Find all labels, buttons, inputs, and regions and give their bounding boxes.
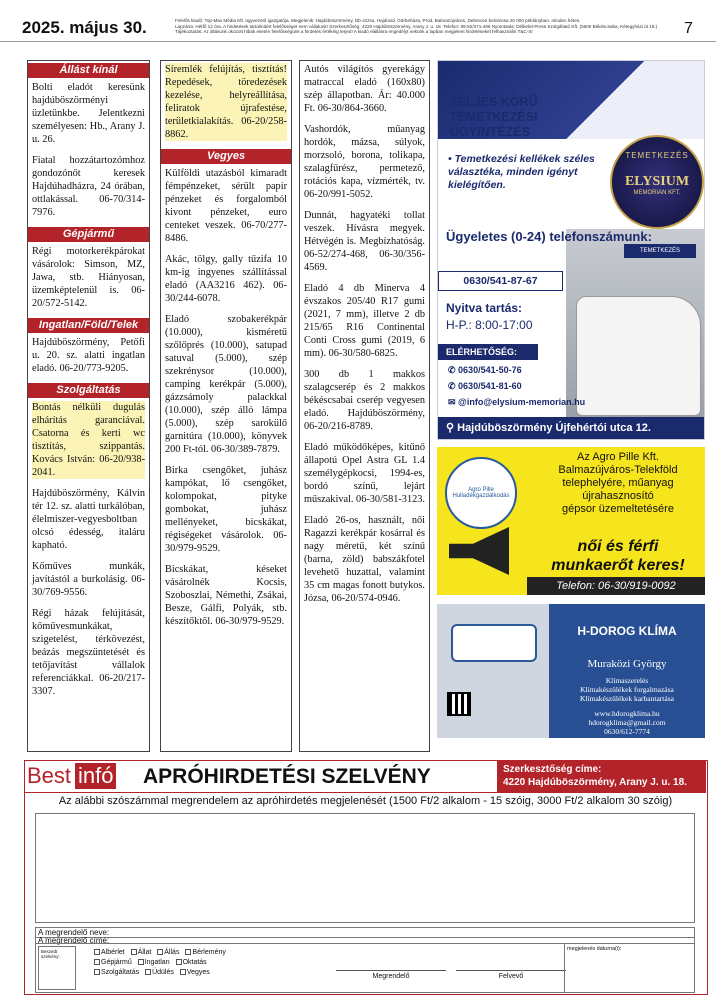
air-conditioner-icon bbox=[451, 624, 537, 662]
orderer-signature[interactable]: Megrendelő bbox=[336, 970, 446, 980]
category-heading: Ingatlan/Föld/Telek bbox=[28, 318, 149, 333]
ad-body bbox=[532, 451, 704, 516]
contact-email bbox=[448, 397, 585, 408]
elysium-logo bbox=[610, 135, 704, 229]
checkbox-icon bbox=[94, 969, 100, 975]
checkbox-icon bbox=[138, 959, 144, 965]
publication-date-field[interactable] bbox=[564, 944, 694, 992]
checkbox-üdülés[interactable] bbox=[145, 968, 174, 978]
checkbox-icon bbox=[180, 969, 186, 975]
classified-ad: Eladó szobakerékpár (10.000), kisméretű szőlőprés (10.000), satupad satuval (5.000), szép szekrénysor (10.000), camping kerékpár (5.000), gázzsámoly palackkal (10.000), szép álló lámpa (5.000), szép sarokülő garnitúra (10.000), könyvek 200 Ft-tól. 06-30/389-7879. bbox=[165, 314, 287, 455]
category-heading: Gépjármű bbox=[28, 227, 149, 242]
duty-label: Ügyeletes (0-24) telefonszámunk: bbox=[446, 229, 652, 244]
classified-ad: Vashordók, műanyag hordók, mázsa, súlyok, morzsoló, borona, tolikapa, szalagfűrész, permetező, rotációs kapa, vízmérték, tv. 06-20/991-5052. bbox=[304, 124, 425, 200]
logo-name: ELYSIUM bbox=[624, 174, 690, 189]
contact-phone-2 bbox=[448, 381, 522, 392]
box-label: Beszedt szelvény: bbox=[41, 949, 60, 959]
category-heading: Állást kínál bbox=[28, 63, 149, 78]
website: www.hdorogklima.hu bbox=[594, 709, 660, 718]
hours-label: Nyitva tartás: bbox=[446, 301, 523, 315]
imprint-line: Felelős kiadó: Top-Max Média Kft. ügyvezető igazgatója. Megjelenik: Hajdúböszörmény, Db-Józsa, Hajdúvid, Görbeháza, Prod, Balmazújváros, Debrecen belvárosa 20 000 példányban, minden héten. bbox=[175, 18, 581, 23]
qr-code-icon bbox=[447, 692, 471, 716]
headline-line: munkaerőt keres! bbox=[551, 557, 685, 574]
checkbox-icon bbox=[185, 949, 191, 955]
checkbox-vegyes[interactable] bbox=[180, 968, 210, 978]
classified-ad: Akác, tölgy, gally tűzifa 10 km-ig ingyenes szállítással eladó (AA3216 462). 06-30/244-6078. bbox=[165, 254, 287, 304]
page-header bbox=[0, 0, 716, 42]
agro-pille-job-ad bbox=[437, 447, 705, 595]
van-image bbox=[576, 296, 701, 416]
voucher-box bbox=[38, 946, 76, 990]
logo-text: Agro Pille Hulladékgazdálkodás bbox=[452, 487, 510, 499]
service-line: Klímakészülékek forgalmazása bbox=[580, 685, 674, 694]
checkbox-label: Oktatás bbox=[182, 959, 207, 966]
checkbox-label: Szolgáltatás bbox=[101, 969, 140, 976]
bestinfo-logo-best: Best bbox=[27, 763, 72, 788]
ad-title: TELJES KÖRŰ TEMETKEZÉSI ÜGYINTÉZÉS bbox=[450, 95, 538, 139]
agro-pille-logo bbox=[445, 457, 517, 529]
checkbox-oktatás[interactable] bbox=[176, 958, 207, 968]
checkbox-label: Állat bbox=[137, 949, 152, 956]
ad-line: újrahasznosító bbox=[582, 490, 654, 502]
receiver-signature[interactable]: Felvevő bbox=[456, 970, 566, 980]
category-checkboxes bbox=[94, 948, 284, 978]
form-instructions: Az alábbi szószámmal megrendelem az apróhirdetés megjelenését (1500 Ft/2 alkalom - 15 szóig, 3000 Ft/2 alkalom 30 szóig) bbox=[58, 795, 673, 807]
address-label: Szerkesztőség címe: bbox=[503, 764, 602, 775]
ad-feature-text: • Temetkezési kellékek széles választéka, minden igényt kielégítően. bbox=[448, 153, 595, 191]
issue-date: 2025. május 30. bbox=[22, 18, 147, 37]
classified-ad: Külföldi utazásból kimaradt fémpénzeket, sérült papír pénzeket és forgalomból kivont pénzeket, euro centeket veszek. 06-70/277-8486. bbox=[165, 168, 287, 244]
checkbox-icon bbox=[131, 949, 137, 955]
checkbox-bérlemény[interactable] bbox=[185, 948, 225, 958]
classified-ad: Régi házak felújítását, kőművesmunkákat, szigetelést, térkövezést, beázás megszüntetését és tetőjavítást vállalok referenciákkal. 06-20/217-3307. bbox=[32, 608, 145, 697]
phone-icon: ✆ bbox=[448, 365, 459, 375]
classified-ad: Autós világítós gyerekágy matraccal eladó (160x80) szép állapotban. Ár: 40.000 Ft. 06-30/864-3660. bbox=[304, 64, 425, 114]
contact-phone-text: 0630/541-81-60 bbox=[458, 381, 522, 391]
contact-phone-text: 0630/541-50-76 bbox=[458, 365, 522, 375]
headline-line: női és férfi bbox=[577, 538, 659, 555]
funeral-service-ad bbox=[437, 60, 705, 440]
logo-arc-text: TEMETKEZÉS bbox=[625, 151, 689, 160]
checkbox-icon bbox=[157, 949, 163, 955]
classified-column-1 bbox=[27, 60, 150, 752]
classified-ad: 300 db 1 makkos szalagcserép és 2 makkos békéscsabai cserép vegyesen eladó. Hajdúböszörmény, 06-20/216-8789. bbox=[304, 369, 425, 432]
services bbox=[549, 676, 705, 703]
form-footer bbox=[35, 943, 695, 993]
classified-ad: Dunnát, hagyatéki tollat veszek. Hívásra megyek. Hétvégén is. Megbízhatóság. 06-52/274-468, 06-30/356-4569. bbox=[304, 210, 425, 273]
bestinfo-logo-info: infó bbox=[75, 763, 116, 789]
contact-email-text: @info@elysium-memorian.hu bbox=[458, 397, 586, 407]
classified-ad: Bicskákat, késeket vásárolnék Kocsis, Szoboszlai, Némethi, Zsákai, Besze, Gálfi, Polyák, stb. készítőktől. 06-30/979-9529. bbox=[165, 564, 287, 627]
checkbox-ingatlan[interactable] bbox=[138, 958, 170, 968]
ad-line: telephelyére, műanyag bbox=[562, 477, 674, 489]
ad-text-panel bbox=[549, 604, 705, 738]
address-value: 4220 Hajdúböszörmény, Arany J. u. 18. bbox=[503, 777, 687, 788]
checkbox-icon bbox=[176, 959, 182, 965]
location-pin-icon: ⚲ bbox=[446, 422, 458, 434]
ad-line: Balmazújváros-Telekföld bbox=[558, 464, 678, 476]
form-title: APRÓHIRDETÉSI SZELVÉNY bbox=[143, 765, 431, 788]
ad-line: Az Agro Pille Kft. bbox=[577, 451, 659, 463]
classified-ad: Bolti eladót keresünk hajdúböszörményi üzletünkbe. Jelentkezni személyesen: Hb., Arany J. u. 26. bbox=[32, 82, 145, 145]
hdorog-klima-ad bbox=[437, 604, 705, 738]
imprint-line: Lapzárta: Hétfő 12 óra. A hirdetések tartalmáért felelősséget nem vállalunk! Szerkesztőség: 4220 Hajdúböszörmény, Arany J. u. 18. Telefon: 06-52/371-466 Nyomtatás: Délkelet-Press Szolgáltató Kft. (5600 Békéscsaba, Kétegyházi út 18.) bbox=[175, 23, 658, 29]
category-heading: Szolgáltatás bbox=[28, 383, 149, 398]
ad-phone: Telefon: 06-30/919-0092 bbox=[527, 577, 705, 595]
checkbox-label: Albérlet bbox=[101, 949, 125, 956]
editorial-address bbox=[497, 761, 706, 792]
checkbox-icon bbox=[145, 969, 151, 975]
field-label: A megrendelő neve: bbox=[38, 928, 110, 937]
ad-image-panel bbox=[437, 604, 549, 738]
checkbox-label: Állás bbox=[164, 949, 180, 956]
field-label: A megrendelő címe: bbox=[38, 936, 110, 945]
checkbox-label: Bérlemény bbox=[192, 949, 226, 956]
field-label: megjelenés dátuma(i): bbox=[567, 946, 622, 952]
address-bar bbox=[438, 417, 704, 439]
email-icon: ✉ bbox=[448, 397, 459, 407]
logo-sub: MEMORIAN KFT. bbox=[633, 190, 681, 196]
checkbox-label: Vegyes bbox=[186, 969, 210, 976]
contact-label: ELÉRHETŐSÉG: bbox=[438, 344, 538, 360]
classified-ad-highlighted: Síremlék felújítás, tisztítás! Repedések, töredezések kezelése, helyreállítása, feliratok újrafestése, területkialakítás. 06-20/258-8862. bbox=[165, 64, 287, 140]
form-header bbox=[25, 761, 706, 793]
classified-ad: Birka csengőket, juhász kampókat, lő csengőket, kolompokat, pityke gombokat, juhász mellényeket, bicskákat, régiségeket vásárolok. 06-30/979-9529. bbox=[165, 465, 287, 554]
imprint bbox=[175, 18, 675, 35]
classified-ad: Régi motorkerékpárokat vásárolok: Simson, MZ, Jawa, stb. Hiányosan, üzemképtelenül is. 06-20/572-5142. bbox=[32, 246, 145, 309]
address-text: Hajdúböszörmény Újfehértói utca 12. bbox=[457, 422, 651, 434]
phone-icon: ✆ bbox=[448, 381, 459, 391]
classified-ad: Eladó 4 db Minerva 4 évszakos 205/40 R17 gumi (2021, 7 mm), illetve 2 db 215/65 R16 Continental Conti Cross gumi (2019, 6 mm). 06-30/580-6825. bbox=[304, 283, 425, 359]
category-heading: Vegyes bbox=[161, 149, 291, 164]
phone: 0630/612-7774 bbox=[604, 727, 650, 736]
checkbox-icon bbox=[94, 959, 100, 965]
contact-phone-1 bbox=[448, 365, 522, 376]
checkbox-albérlet[interactable] bbox=[94, 948, 125, 958]
page-number: 7 bbox=[684, 20, 693, 37]
checkbox-állás[interactable] bbox=[157, 948, 179, 958]
checkbox-gépjármű[interactable] bbox=[94, 958, 132, 968]
contacts bbox=[549, 709, 705, 736]
ad-headline bbox=[532, 537, 704, 575]
classified-ad: Eladó 26-os, használt, női Ragazzi kerékpár kosárral és nagy méretű, két színű (barna, zöld) babszákfotel levehető huzattal, valamint 35 cm magas fonott butykos. Józsa, 06-20/574-0946. bbox=[304, 515, 425, 604]
classified-column-2 bbox=[160, 60, 292, 752]
duty-phone: 0630/541-87-67 bbox=[438, 271, 563, 291]
checkbox-label: Gépjármű bbox=[101, 959, 132, 966]
classified-ad: Hajdúböszörmény, Kálvin tér 12. sz. alatti turkálóban, élelmiszer-vegyesboltban olcsó édesség, italáru kapható. bbox=[32, 488, 145, 551]
checkbox-label: Üdülés bbox=[152, 969, 174, 976]
classified-column-3 bbox=[299, 60, 430, 752]
owner-name: Muraközi György bbox=[587, 658, 667, 670]
classified-ad: Fiatal hozzátartozómhoz gondozónőt keresek Hajdúhadházra, 24 órában, ottlakással. 06-70/314-7976. bbox=[32, 155, 145, 218]
checkbox-icon bbox=[94, 949, 100, 955]
ad-line: gépsor üzemeltetésére bbox=[562, 503, 674, 515]
checkbox-label: Ingatlan bbox=[144, 959, 170, 966]
email: hdorogklima@gmail.com bbox=[588, 718, 666, 727]
company-name: H-DOROG KLÍMA bbox=[577, 624, 677, 638]
checkbox-állat[interactable] bbox=[131, 948, 152, 958]
megaphone-icon bbox=[449, 527, 509, 575]
ad-text-field[interactable] bbox=[35, 813, 695, 923]
hours: H-P.: 8:00-17:00 bbox=[446, 318, 533, 332]
storefront-sign: TEMETKEZÉS bbox=[624, 244, 696, 258]
classified-order-form bbox=[24, 760, 708, 995]
checkbox-szolgáltatás[interactable] bbox=[94, 968, 139, 978]
service-line: Klímakészülékek karbantartása bbox=[580, 694, 674, 703]
imprint-line: Tájékoztatás: Az állásunk okozott hibák esetén felelősségünk a hirdetés értékéig terjed! A kiadó elállásra engedélyt nekünk a lapban megjelent hirdetéseket felhasználni T&C-S! bbox=[175, 29, 533, 35]
service-line: Klímaszerelés bbox=[605, 676, 649, 685]
classified-ad: Hajdúböszörmény, Petőfi u. 20. sz. alatti ingatlan eladó. 06-20/773-9205. bbox=[32, 337, 145, 374]
classified-ad-highlighted: Bontás nélküli dugulás elhárítás garanciával. Csatorna és kerti wc tisztítás, szippantás. Kovács István: 06-20/938-2041. bbox=[32, 402, 145, 478]
classified-ad: Eladó működőképes, kitűnő állapotú Opel Astra GL 1.4 személygépkocsi, 1994-es, bordó színű, lejárt műszakival. 06-30/581-3123. bbox=[304, 442, 425, 505]
classified-ad: Kőműves munkák, javítástól a burkolásig. 06-30/769-9556. bbox=[32, 561, 145, 598]
